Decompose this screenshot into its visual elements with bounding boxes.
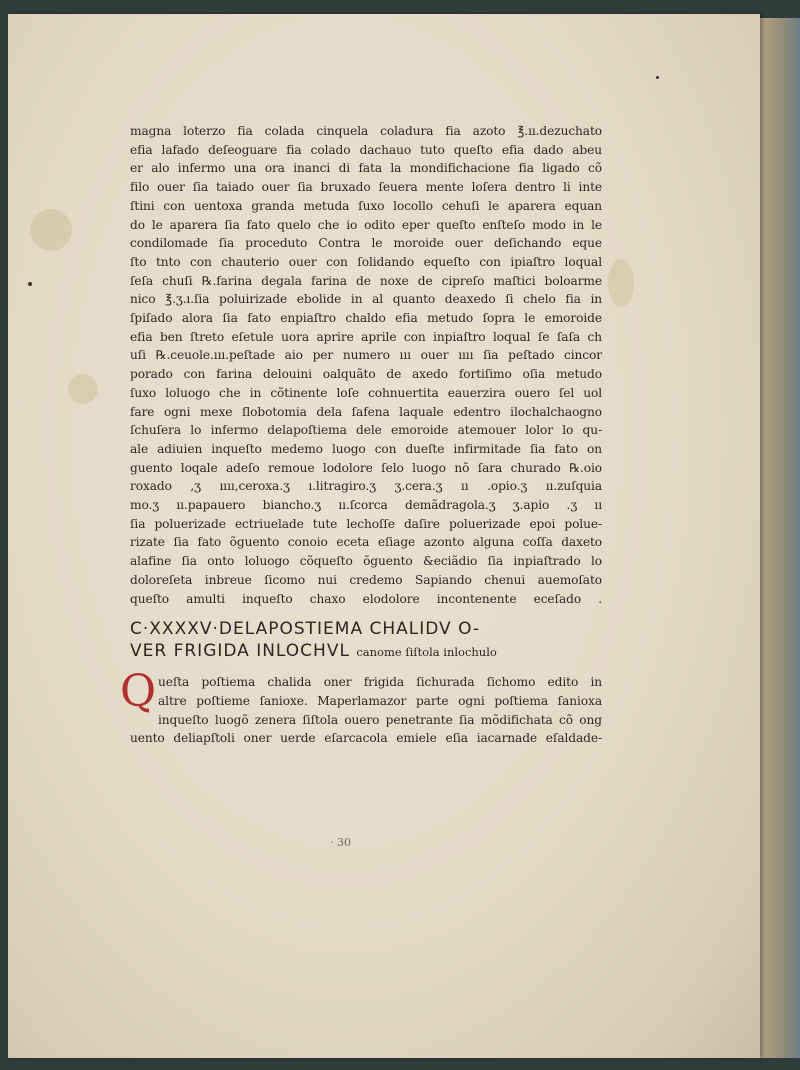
text-line: queſto amulti inqueſto chaxo elodolore incontenente eceſado .	[130, 591, 602, 606]
text-line: inqueſto luogõ zenera ſiſtola ouero penetrante ſia mõdifichata cõ ong	[157, 712, 602, 727]
stain	[68, 374, 98, 404]
text-line: efia lafado deſeoguare fia colado dachauo tuto queſto efia dado abeu	[130, 142, 602, 157]
text-line: nico ℥.ʒ.ı.ſia poluirizade ebolide in al quanto deaxedo ſi chelo fia in	[130, 292, 602, 307]
text-line: ſia poluerizade ectriuelade tute lechoſſe daſire poluerizade epoi polue-	[130, 516, 602, 531]
text-line: do le aparera ſia fato quelo che io odito eper queſto enſteſo modo in le	[130, 217, 602, 232]
paragraph-2-first-text: ueſta poſtiema chalida oner frigida ſichurada ſichomo edito in	[157, 675, 602, 690]
paragraph-1	[130, 122, 602, 608]
text-line: uento deliapſtoli oner uerde eſarcacola emiele eſia iacarnade eſaldade-	[130, 731, 602, 746]
stain	[608, 259, 634, 307]
heading-line-2-small: canome ſiſtola inlochulo	[356, 645, 497, 660]
text-line: guento loqale adeſo remoue lodolore ſelo luogo nõ ſara churado ℞.oio	[130, 460, 602, 475]
rubric-initial: Q	[120, 666, 156, 718]
text-line: fare ogni mexe ſlobotomia dela ſafena laquale edentro ilochalchaogno	[130, 404, 602, 419]
text-line: ſuxo loluogo che in cõtinente loſe cohnuertita eauerzira ouero ſel uol	[130, 385, 602, 400]
heading-line-2-caps: VER FRIGIDA INLOCHVL	[130, 641, 350, 662]
heading-line-1: C·XXXXV·DELAPOSTIEMA CHALIDV O-	[130, 619, 481, 640]
text-line: doloreſeta inbreue ſicomo nui credemo Sapiando chenui auemoſato	[130, 572, 602, 587]
text-line: condilomade ſia proceduto Contra le moroide ouer deſichando eque	[130, 236, 602, 251]
text-line: ſchuſera lo infermo delapoſtiema dele emoroide atemouer lolor lo qu-	[130, 423, 602, 438]
text-line: filo ouer ſia taiado ouer ſia bruxado ſeuera mente loſera dentro li inte	[130, 180, 602, 195]
paragraph-2-body	[130, 692, 602, 748]
text-line: uſi ℞.ceuole.ııı.peſtade aio per numero ııı ouer ıııı ſia peſtado cincor	[130, 348, 602, 363]
text-line: ſto tnto con chauterio ouer con ſolidando equeſto con ipiaſtro loqual	[130, 254, 602, 269]
ink-speck	[28, 282, 32, 286]
text-line: ſeſa chuſi ℞.farina degala farina de noxe de cipreſo maſtici boloarme	[130, 273, 602, 288]
text-line: mo.ʒ ıı.papauero biancho.ʒ ıı.ſcorca demãdragola.ʒ ʒ.apio .ʒ ıı	[130, 498, 602, 513]
text-line: er alo infermo una ora inanci di fata la mondifichacione fia ligado cõ	[130, 161, 602, 176]
text-line: efia ben ſtreto eſetule uora aprire aprile con inpiaſtro loqual ſe ſaſa ch	[130, 329, 602, 344]
stain	[30, 209, 72, 251]
text-line: ale adiuien inqueſto medemo luogo con dueſte infirmitade ſia fato on	[130, 441, 602, 456]
text-line: ſtini con uentoxa granda metuda ſuxo locollo cehuſi le aparera equan	[130, 198, 602, 213]
text-line: rizate ſia fato õguento conoio eceta eſiage azonto alguna coſſa daxeto	[130, 535, 602, 550]
text-line: ſpiſado alora ſia fato enpiaſtro chaldo efia metudo ſopra le emoroide	[130, 311, 602, 326]
chapter-heading	[130, 618, 602, 663]
paragraph-2	[120, 666, 602, 748]
text-line: magna loterzo fia colada cinquela coladura fia azoto ℥.ıı.dezuchato	[130, 124, 602, 138]
text-line: altre poſtieme ſanioxe. Maperlamazor parte ogni poſtiema ſanioxa	[157, 693, 602, 708]
heading-line-2	[130, 640, 602, 663]
text-line: roxado ,ʒ ıııı,ceroxa.ʒ ı.litragiro.ʒ ʒ.cera.ʒ ıı .opio.ʒ ıı.zuſquia	[130, 479, 602, 494]
text-line: alafine ſia onto loluogo cõqueſto õguento &eciãdio ſia inpiaſtrado lo	[130, 554, 602, 569]
body-text	[120, 122, 602, 748]
folio-number: · 30	[330, 836, 351, 849]
text-line: porado con farina delouini oalquãto de axedo fortiſimo oſia metudo	[130, 367, 602, 382]
ink-speck	[656, 76, 659, 79]
